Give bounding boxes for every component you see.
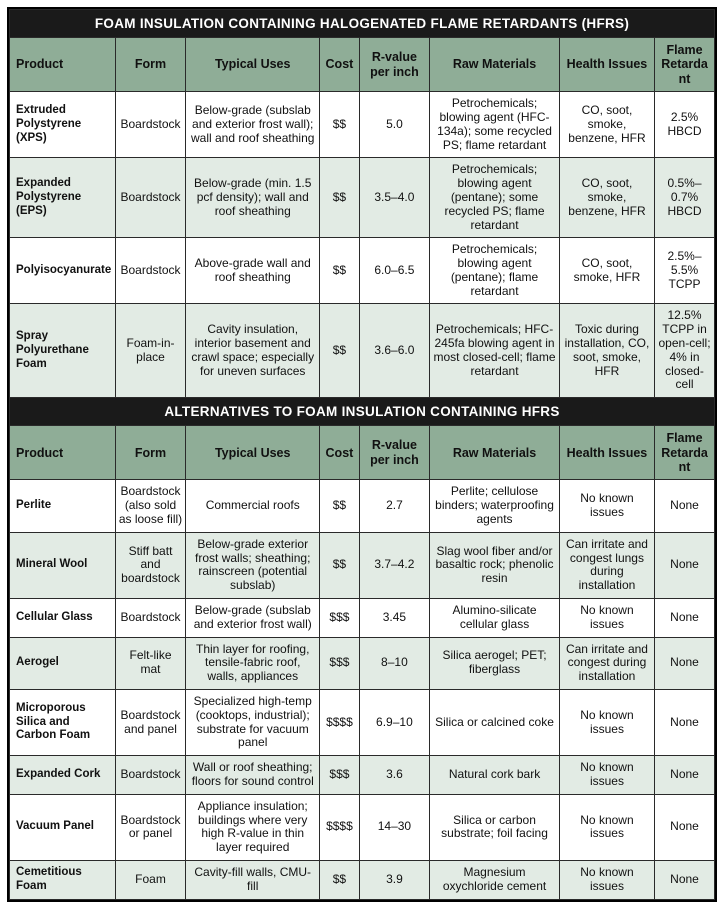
column-header-cost: Cost (320, 426, 359, 480)
column-header-r-value: R-value per inch (359, 426, 430, 480)
table-row (10, 480, 715, 532)
cell-form: Boardstock (also sold as loose fill) (115, 480, 186, 532)
cell-r-value: 6.0–6.5 (359, 238, 430, 304)
section-title-row (10, 398, 715, 426)
table-row (10, 598, 715, 637)
table-row (10, 860, 715, 899)
column-header-row (10, 426, 715, 480)
cell-flame-retardant: None (655, 756, 715, 795)
cell-uses: Cavity insulation, interior basement and crawl space; especially for uneven surfaces (186, 304, 320, 398)
cell-uses: Below-grade (min. 1.5 pcf density); wall and roof sheathing (186, 158, 320, 238)
cell-raw-materials: Magnesium oxychloride cement (430, 860, 560, 899)
cell-cost: $$ (320, 158, 359, 238)
cell-r-value: 3.45 (359, 598, 430, 637)
cell-health: No known issues (559, 598, 654, 637)
cell-product: Microporous Silica and Carbon Foam (10, 689, 116, 755)
cell-product: Cemetitious Foam (10, 860, 116, 899)
cell-uses: Wall or roof sheathing; floors for sound control (186, 756, 320, 795)
column-header-health: Health Issues (559, 38, 654, 92)
cell-cost: $$$ (320, 756, 359, 795)
cell-raw-materials: Petrochemicals; blowing agent (pentane); some recycled PS; flame retardant (430, 158, 560, 238)
table-row (10, 794, 715, 860)
cell-uses: Below-grade (subslab and exterior frost wall); wall and roof sheathing (186, 92, 320, 158)
table-row (10, 532, 715, 598)
cell-uses: Commercial roofs (186, 480, 320, 532)
cell-flame-retardant: None (655, 598, 715, 637)
table-row (10, 637, 715, 689)
cell-uses: Specialized high-temp (cooktops, industrial); substrate for vacuum panel (186, 689, 320, 755)
column-header-form: Form (115, 426, 186, 480)
cell-form: Boardstock (115, 92, 186, 158)
cell-cost: $$ (320, 480, 359, 532)
column-header-raw-materials: Raw Materials (430, 38, 560, 92)
cell-uses: Thin layer for roofing, tensile-fabric roof, walls, appliances (186, 637, 320, 689)
cell-form: Foam-in-place (115, 304, 186, 398)
cell-uses: Below-grade (subslab and exterior frost wall) (186, 598, 320, 637)
cell-health: No known issues (559, 794, 654, 860)
table-row (10, 238, 715, 304)
cell-cost: $$ (320, 92, 359, 158)
section-title: ALTERNATIVES TO FOAM INSULATION CONTAINING HFRS (10, 398, 715, 426)
cell-product: Expanded Polystyrene (EPS) (10, 158, 116, 238)
cell-health: CO, soot, smoke, benzene, HFR (559, 158, 654, 238)
cell-health: CO, soot, smoke, benzene, HFR (559, 92, 654, 158)
table-row (10, 756, 715, 795)
cell-r-value: 14–30 (359, 794, 430, 860)
column-header-row (10, 38, 715, 92)
cell-flame-retardant: 12.5% TCPP in open-cell; 4% in closed-cell (655, 304, 715, 398)
column-header-r-value: R-value per inch (359, 38, 430, 92)
cell-product: Vacuum Panel (10, 794, 116, 860)
cell-flame-retardant: 2.5%–5.5% TCPP (655, 238, 715, 304)
cell-cost: $$$ (320, 637, 359, 689)
section-title-row (10, 10, 715, 38)
cell-form: Foam (115, 860, 186, 899)
cell-r-value: 5.0 (359, 92, 430, 158)
insulation-table-body (10, 10, 715, 900)
cell-form: Stiff batt and boardstock (115, 532, 186, 598)
cell-cost: $$ (320, 860, 359, 899)
cell-health: Toxic during installation, CO, soot, smoke, HFR (559, 304, 654, 398)
cell-cost: $$ (320, 238, 359, 304)
column-header-uses: Typical Uses (186, 426, 320, 480)
cell-health: Can irritate and congest lungs during installation (559, 532, 654, 598)
cell-product: Perlite (10, 480, 116, 532)
column-header-health: Health Issues (559, 426, 654, 480)
column-header-raw-materials: Raw Materials (430, 426, 560, 480)
cell-uses: Appliance insulation; buildings where very high R-value in thin layer required (186, 794, 320, 860)
cell-raw-materials: Natural cork bark (430, 756, 560, 795)
column-header-product: Product (10, 38, 116, 92)
cell-r-value: 3.9 (359, 860, 430, 899)
cell-r-value: 8–10 (359, 637, 430, 689)
cell-form: Boardstock (115, 756, 186, 795)
cell-r-value: 2.7 (359, 480, 430, 532)
cell-flame-retardant: None (655, 689, 715, 755)
cell-raw-materials: Silica or carbon substrate; foil facing (430, 794, 560, 860)
cell-uses: Above-grade wall and roof sheathing (186, 238, 320, 304)
cell-r-value: 3.7–4.2 (359, 532, 430, 598)
cell-health: No known issues (559, 860, 654, 899)
cell-form: Boardstock (115, 158, 186, 238)
cell-raw-materials: Petrochemicals; HFC-245fa blowing agent in most closed-cell; flame retardant (430, 304, 560, 398)
cell-form: Felt-like mat (115, 637, 186, 689)
cell-flame-retardant: None (655, 860, 715, 899)
cell-form: Boardstock or panel (115, 794, 186, 860)
insulation-comparison-table (9, 9, 715, 900)
cell-health: No known issues (559, 689, 654, 755)
cell-cost: $$ (320, 304, 359, 398)
cell-uses: Below-grade exterior frost walls; sheathing; rainscreen (potential subslab) (186, 532, 320, 598)
cell-product: Extruded Polystyrene (XPS) (10, 92, 116, 158)
table-row (10, 689, 715, 755)
column-header-cost: Cost (320, 38, 359, 92)
column-header-uses: Typical Uses (186, 38, 320, 92)
cell-cost: $$$ (320, 598, 359, 637)
insulation-comparison-table-wrapper (7, 7, 717, 902)
cell-raw-materials: Petrochemicals; blowing agent (HFC-134a); some recycled PS; flame retardant (430, 92, 560, 158)
cell-flame-retardant: 0.5%–0.7% HBCD (655, 158, 715, 238)
cell-product: Spray Polyurethane Foam (10, 304, 116, 398)
cell-form: Boardstock and panel (115, 689, 186, 755)
cell-r-value: 3.6 (359, 756, 430, 795)
cell-flame-retardant: None (655, 480, 715, 532)
table-row (10, 304, 715, 398)
cell-flame-retardant: None (655, 794, 715, 860)
cell-raw-materials: Slag wool fiber and/or basaltic rock; phenolic resin (430, 532, 560, 598)
cell-health: No known issues (559, 756, 654, 795)
section-title: FOAM INSULATION CONTAINING HALOGENATED FLAME RETARDANTS (HFRS) (10, 10, 715, 38)
cell-r-value: 3.6–6.0 (359, 304, 430, 398)
cell-product: Polyisocyanurate (10, 238, 116, 304)
column-header-product: Product (10, 426, 116, 480)
cell-flame-retardant: 2.5% HBCD (655, 92, 715, 158)
cell-uses: Cavity-fill walls, CMU-fill (186, 860, 320, 899)
cell-form: Boardstock (115, 238, 186, 304)
cell-product: Expanded Cork (10, 756, 116, 795)
column-header-flame-retardant: Flame Retardant (655, 38, 715, 92)
cell-cost: $$$$ (320, 794, 359, 860)
cell-product: Cellular Glass (10, 598, 116, 637)
cell-product: Aerogel (10, 637, 116, 689)
cell-product: Mineral Wool (10, 532, 116, 598)
cell-raw-materials: Alumino-silicate cellular glass (430, 598, 560, 637)
cell-raw-materials: Silica or calcined coke (430, 689, 560, 755)
cell-r-value: 6.9–10 (359, 689, 430, 755)
cell-health: CO, soot, smoke, HFR (559, 238, 654, 304)
cell-raw-materials: Silica aerogel; PET; fiberglass (430, 637, 560, 689)
cell-raw-materials: Petrochemicals; blowing agent (pentane); flame retardant (430, 238, 560, 304)
cell-health: Can irritate and congest during installation (559, 637, 654, 689)
table-row (10, 92, 715, 158)
table-row (10, 158, 715, 238)
cell-raw-materials: Perlite; cellulose binders; waterproofing agents (430, 480, 560, 532)
cell-cost: $$ (320, 532, 359, 598)
cell-form: Boardstock (115, 598, 186, 637)
cell-flame-retardant: None (655, 637, 715, 689)
column-header-flame-retardant: Flame Retardant (655, 426, 715, 480)
cell-r-value: 3.5–4.0 (359, 158, 430, 238)
cell-flame-retardant: None (655, 532, 715, 598)
cell-health: No known issues (559, 480, 654, 532)
column-header-form: Form (115, 38, 186, 92)
cell-cost: $$$$ (320, 689, 359, 755)
